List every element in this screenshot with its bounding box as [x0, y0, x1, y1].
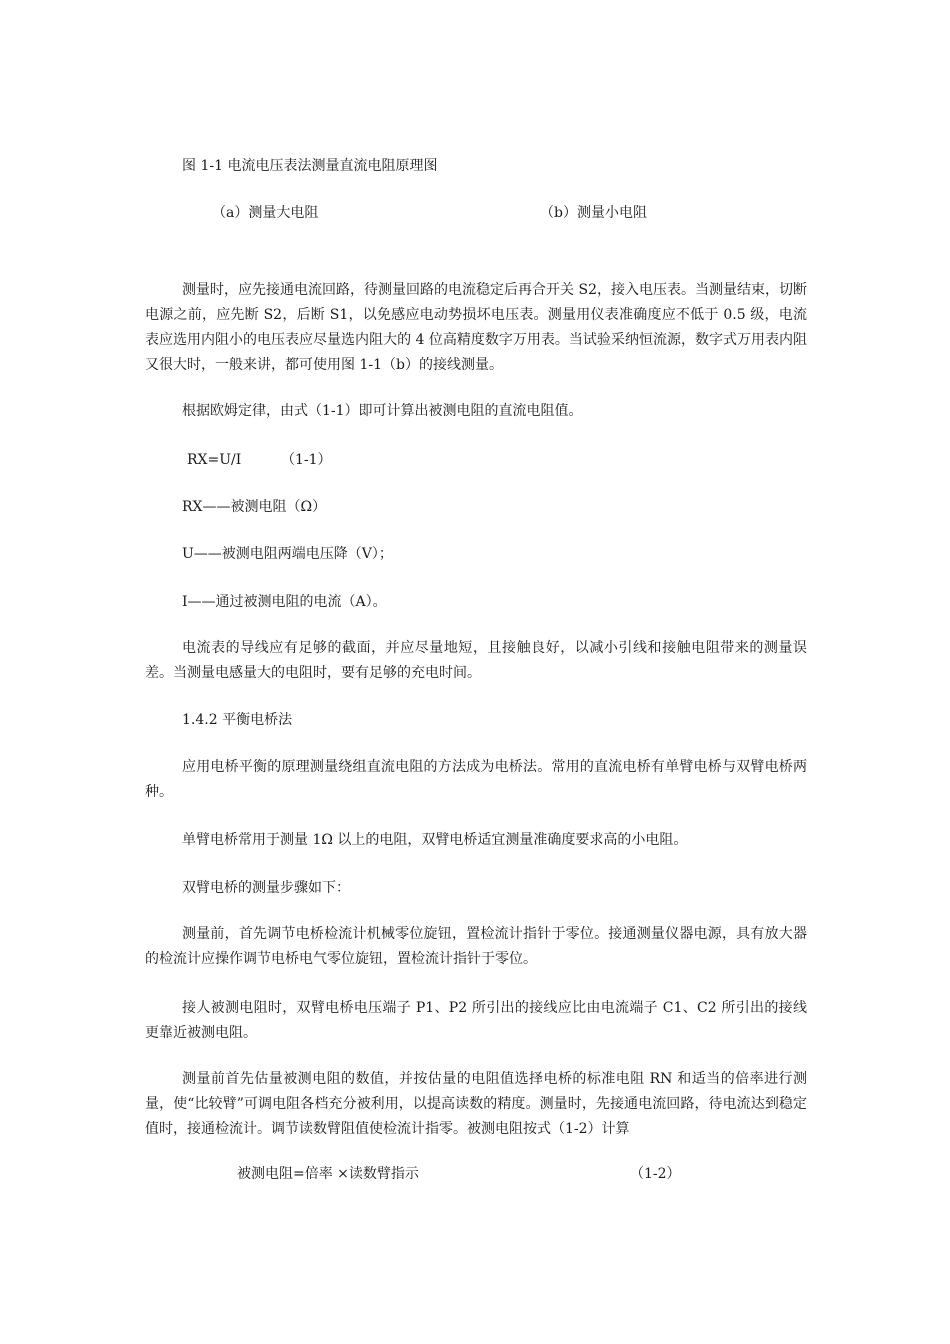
paragraph-ohms-law: 根据欧姆定律，由式（1-1）即可计算出被测电阻的直流电阻值。 — [182, 403, 583, 419]
definition-rx: RX——被测电阻（Ω） — [182, 499, 327, 515]
formula-1-1-number: （1-1） — [281, 452, 332, 468]
definition-u: U——被测电阻两端电压降（V）； — [182, 546, 393, 562]
formula-1-2-number: （1-2） — [630, 1166, 681, 1182]
paragraph-single-double-bridge: 单臂电桥常用于测量 1Ω 以上的电阻，双臂电桥适宜测量准确度要求高的小电阻。 — [182, 832, 688, 848]
paragraph-connection: 接人被测电阻时，双臂电桥电压端子 P1、P2 所引出的接线应比由电流端子 C1、C2 所引出的接线更靠近被测电阻。 — [145, 1000, 807, 1041]
formula-1-1: RX=U/I — [187, 452, 242, 468]
figure-subcaption-a: （a）测量大电阻 — [212, 205, 319, 221]
definition-i: I——通过被测电阻的电流（A）。 — [182, 594, 387, 610]
paragraph-zeroing: 测量前，首先调节电桥检流计机械零位旋钮，置检流计指针于零位。接通测量仪器电源，具有放大器的检流计应操作调节电桥电气零位旋钮，置检流计指针于零位。 — [145, 926, 807, 967]
figure-subcaption-b: （b）测量小电阻 — [540, 205, 647, 221]
paragraph-steps-intro: 双臂电桥的测量步骤如下： — [182, 880, 350, 896]
paragraph-measurement-procedure: 测量时，应先接通电流回路，待测量回路的电流稳定后再合开关 S2，接入电压表。当测量结束，切断电源之前，应先断 S2，后断 S1，以免感应电动势损坏电压表。测量用仪表准确度应不低于 0.5 级，电流表应选用内阻小的电压表应尽量选内阻大的 4 位高精度数字万用表。当试验采纳恒流源，数字式万用表内阻又很大时，一般来讲，都可使用图 1-1（b）的接线测量。 — [145, 282, 807, 373]
section-heading: 1.4.2 平衡电桥法 — [182, 712, 293, 728]
paragraph-bridge-method: 应用电桥平衡的原理测量绕组直流电阻的方法成为电桥法。常用的直流电桥有单臂电桥与双臂电桥两种。 — [145, 759, 807, 800]
formula-1-2: 被测电阻=倍率 ×读数臂指示 — [237, 1166, 419, 1182]
paragraph-ammeter-leads: 电流表的导线应有足够的截面，并应尽量地短，且接触良好，以减小引线和接触电阻带来的测量误差。当测量电感量大的电阻时，要有足够的充电时间。 — [145, 640, 807, 681]
figure-caption: 图 1-1 电流电压表法测量直流电阻原理图 — [182, 158, 438, 174]
paragraph-estimation: 测量前首先估量被测电阻的数值，并按估量的电阻值选择电桥的标准电阻 RN 和适当的倍率进行测量，使“比较臂”可调电阻各档充分被利用，以提高读数的精度。测量时，先接通电流回路，待电流达到稳定值时，接通检流计。调节读数臂阻值使检流计指零。被测电阻按式（1-2）计算 — [145, 1071, 807, 1137]
